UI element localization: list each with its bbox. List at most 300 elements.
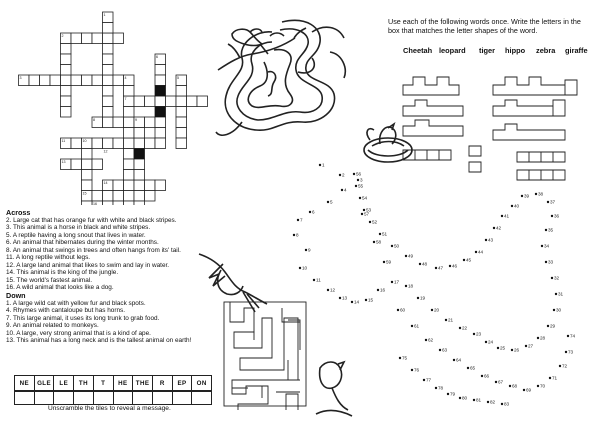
dot-number: 9 <box>308 247 311 253</box>
crossword-cell[interactable] <box>166 96 177 107</box>
dot-number: 44 <box>478 249 484 255</box>
dot-number: 28 <box>540 335 546 341</box>
dot-number: 32 <box>554 275 560 281</box>
crossword-cell[interactable] <box>103 23 114 34</box>
crossword-cell[interactable] <box>145 96 156 107</box>
crossword-cell[interactable] <box>113 75 124 86</box>
dot-number: 35 <box>548 227 554 233</box>
dot-number: 72 <box>562 363 568 369</box>
dot[interactable] <box>473 399 475 401</box>
answer-tiles-row[interactable] <box>14 391 212 405</box>
dot-number: 75 <box>402 355 408 361</box>
crossword-cell[interactable] <box>134 170 145 181</box>
crossword-cell[interactable] <box>197 96 208 107</box>
dot[interactable] <box>361 213 363 215</box>
crossword-cell[interactable] <box>145 191 156 202</box>
dot[interactable] <box>487 401 489 403</box>
crossword-cell[interactable] <box>92 33 103 44</box>
scrambled-tile[interactable]: ON <box>196 379 207 387</box>
dot-number: 57 <box>364 211 370 217</box>
dot-number: 6 <box>312 209 315 215</box>
winding-maze-puzzle[interactable] <box>212 12 362 150</box>
dot-number: 50 <box>394 243 400 249</box>
across-clue: 15. The world's fastest animal. <box>6 276 92 284</box>
crossword-cell[interactable] <box>155 75 166 86</box>
dot[interactable] <box>501 403 503 405</box>
dot[interactable] <box>447 393 449 395</box>
dot-number: 16 <box>380 287 386 293</box>
dot[interactable] <box>553 309 555 311</box>
down-clue: 13. This animal has a long neck and is the tallest animal on earth! <box>6 337 192 345</box>
dot[interactable] <box>439 349 441 351</box>
crossword-cell[interactable] <box>61 54 72 65</box>
word-shape-instructions: Use each of the following words once. Write the letters in the box that matches the letter shapes of the word. <box>388 17 581 35</box>
crossword-cell[interactable] <box>82 159 93 170</box>
tiles-caption: Unscramble the tiles to reveal a message. <box>48 405 171 412</box>
dot-number: 22 <box>462 325 468 331</box>
dot[interactable] <box>319 164 321 166</box>
dot-number: 55 <box>358 183 364 189</box>
dot-number: 69 <box>526 387 532 393</box>
crossword-cell[interactable] <box>124 138 135 149</box>
dot[interactable] <box>327 289 329 291</box>
crossword-cell[interactable] <box>155 180 166 191</box>
crossword-cell[interactable] <box>82 75 93 86</box>
dot[interactable] <box>431 309 433 311</box>
crossword-cell[interactable] <box>103 33 114 44</box>
dot-number: 17 <box>394 279 400 285</box>
across-clue: 16. A wild animal that looks like a dog. <box>6 284 114 292</box>
dot[interactable] <box>405 255 407 257</box>
crossword-cell[interactable] <box>134 191 145 202</box>
scrambled-tile[interactable]: HE <box>114 376 134 390</box>
crossword-black-cell <box>155 107 166 118</box>
dot-number: 64 <box>456 357 462 363</box>
dot-number: 2 <box>342 172 345 178</box>
dot-number: 3 <box>360 177 363 183</box>
dot[interactable] <box>379 233 381 235</box>
dot[interactable] <box>545 229 547 231</box>
dot[interactable] <box>341 189 343 191</box>
crossword-clue-number: 16 <box>93 202 97 205</box>
dot[interactable] <box>293 234 295 236</box>
crossword-cell[interactable] <box>113 138 124 149</box>
scrambled-tile[interactable]: T <box>94 376 114 390</box>
crossword-cell[interactable] <box>134 159 145 170</box>
dot[interactable] <box>305 249 307 251</box>
crossword-clue-number: 7 <box>124 97 127 101</box>
dot[interactable] <box>391 245 393 247</box>
dot[interactable] <box>467 367 469 369</box>
down-clue: 4. Rhymes with cantaloupe but has horns. <box>6 307 126 315</box>
dot[interactable] <box>411 369 413 371</box>
crossword-cell[interactable] <box>124 128 135 139</box>
crossword-cell[interactable] <box>176 107 187 118</box>
dot-number: 82 <box>490 399 496 405</box>
crossword-cell[interactable] <box>103 201 114 205</box>
word-hippo: hippo <box>505 46 526 55</box>
dot[interactable] <box>359 197 361 199</box>
dot[interactable] <box>565 351 567 353</box>
crossword-cell[interactable] <box>29 75 40 86</box>
dot-number: 15 <box>368 297 374 303</box>
dot-number: 7 <box>300 217 303 223</box>
dot-number: 25 <box>500 345 506 351</box>
crossword-grid <box>0 0 215 205</box>
crossword-cell[interactable] <box>103 65 114 76</box>
dot-number: 34 <box>544 243 550 249</box>
dot[interactable] <box>511 349 513 351</box>
crossword-clue-number: 9 <box>135 118 137 122</box>
crossword-cell[interactable] <box>176 128 187 139</box>
crossword-cell[interactable] <box>71 159 82 170</box>
across-clue-list <box>6 217 216 292</box>
crossword-cell[interactable] <box>176 117 187 128</box>
crossword-cell[interactable] <box>113 191 124 202</box>
dot[interactable] <box>521 195 523 197</box>
crossword-cell[interactable] <box>82 33 93 44</box>
dot-number: 10 <box>302 265 308 271</box>
connect-the-dots-puzzle[interactable] <box>280 150 600 420</box>
crossword-cell[interactable] <box>124 86 135 97</box>
dot[interactable] <box>327 201 329 203</box>
across-clue: 11. A long reptile without legs. <box>6 254 91 262</box>
crossword-cell[interactable] <box>103 54 114 65</box>
dot-number: 74 <box>570 333 576 339</box>
crossword-clue-number: 4 <box>124 76 127 80</box>
dot-number: 56 <box>356 171 362 177</box>
dot-number: 67 <box>498 379 504 385</box>
dot-number: 73 <box>568 349 574 355</box>
dot[interactable] <box>373 241 375 243</box>
dot-number: 53 <box>366 207 372 213</box>
scrambled-tile[interactable]: THE <box>133 376 153 390</box>
crossword-cell[interactable] <box>134 96 145 107</box>
dot[interactable] <box>459 327 461 329</box>
crossword-cell[interactable] <box>134 201 145 205</box>
dot-number: 23 <box>476 331 482 337</box>
across-clue: 2. Large cat that has orange fur with white and black stripes. <box>6 216 177 224</box>
dot-number: 59 <box>386 259 392 265</box>
down-clue: 10. A large, very strong animal that is a kind of ape. <box>6 329 151 337</box>
crossword-clue-number: 2 <box>61 34 64 38</box>
crossword-cell[interactable] <box>113 201 124 205</box>
dot-number: 76 <box>414 367 420 373</box>
crossword-cell[interactable] <box>145 138 156 149</box>
crossword-cell[interactable] <box>71 75 82 86</box>
dot[interactable] <box>555 293 557 295</box>
dot[interactable] <box>339 297 341 299</box>
dot[interactable] <box>549 377 551 379</box>
dot-number: 21 <box>448 317 454 323</box>
dot[interactable] <box>391 281 393 283</box>
dot-number: 27 <box>528 343 534 349</box>
dot-number: 79 <box>450 391 456 397</box>
dot[interactable] <box>357 179 359 181</box>
crossword-clue-number: 8 <box>93 118 95 122</box>
dot-number: 77 <box>426 377 432 383</box>
dot[interactable] <box>377 289 379 291</box>
crossword-cell[interactable] <box>61 86 72 97</box>
dot-number: 13 <box>342 295 348 301</box>
across-clue: 12. A large land animal that likes to swim and lay in water. <box>6 261 170 269</box>
dot-number: 11 <box>316 277 321 283</box>
dot[interactable] <box>397 309 399 311</box>
crossword-clue-number: 15 <box>82 191 87 196</box>
crossword-cell[interactable] <box>82 149 93 160</box>
dot[interactable] <box>405 285 407 287</box>
across-clue: 6. An animal that hibernates during the winter months. <box>6 239 159 247</box>
dot[interactable] <box>299 267 301 269</box>
crossword-cell[interactable] <box>92 191 103 202</box>
crossword-cell[interactable] <box>103 191 114 202</box>
crossword-cell[interactable] <box>92 138 103 149</box>
crossword-clue-number: 6 <box>156 55 158 59</box>
down-clue-list <box>6 300 216 345</box>
dot-number: 46 <box>452 263 458 269</box>
word-giraffe: giraffe <box>565 46 588 55</box>
crossword-cell[interactable] <box>145 117 156 128</box>
crossword-cell[interactable] <box>103 107 114 118</box>
crossword-cell[interactable] <box>124 159 135 170</box>
crossword-cell[interactable] <box>134 138 145 149</box>
dot-number: 66 <box>484 373 490 379</box>
crossword-cell[interactable] <box>103 96 114 107</box>
crossword-cell[interactable] <box>124 201 135 205</box>
dot-number: 63 <box>442 347 448 353</box>
dot-number: 39 <box>524 193 530 199</box>
across-clue: 3. This animal is a horse in black and white stripes. <box>6 224 151 232</box>
dot-number: 80 <box>462 395 468 401</box>
dot[interactable] <box>365 299 367 301</box>
down-heading: Down <box>6 291 26 301</box>
crossword-cell[interactable] <box>124 191 135 202</box>
dot[interactable] <box>541 245 543 247</box>
dot-number: 45 <box>466 257 472 263</box>
dot-number: 37 <box>550 199 556 205</box>
scrambled-tile[interactable]: EP <box>173 376 193 390</box>
dot-number: 78 <box>438 385 444 391</box>
crossword-cell[interactable] <box>61 96 72 107</box>
crossword-cell[interactable] <box>82 170 93 181</box>
dot[interactable] <box>459 397 461 399</box>
crossword-cell[interactable] <box>82 180 93 191</box>
dot[interactable] <box>551 215 553 217</box>
dot[interactable] <box>523 389 525 391</box>
dot-number: 12 <box>330 287 336 293</box>
crossword-cell[interactable] <box>124 117 135 128</box>
scrambled-tile[interactable]: R <box>153 376 173 390</box>
dot[interactable] <box>545 261 547 263</box>
dot[interactable] <box>453 359 455 361</box>
crossword-cell[interactable] <box>124 149 135 160</box>
crossword-clue-number: 5 <box>177 76 179 80</box>
crossword-cell[interactable] <box>103 75 114 86</box>
crossword-cell[interactable] <box>71 138 82 149</box>
dot-number: 52 <box>372 219 378 225</box>
dot-number: 51 <box>382 231 388 237</box>
dot-number: 38 <box>538 191 544 197</box>
crossword-cell[interactable] <box>61 107 72 118</box>
crossword-cell[interactable] <box>176 138 187 149</box>
crossword-clue-number: 12 <box>103 149 108 154</box>
dot[interactable] <box>297 219 299 221</box>
dot-number: 83 <box>504 401 510 407</box>
crossword-cell[interactable] <box>103 138 114 149</box>
dot[interactable] <box>313 279 315 281</box>
dot[interactable] <box>537 385 539 387</box>
dot[interactable] <box>551 277 553 279</box>
dot[interactable] <box>339 174 341 176</box>
dot[interactable] <box>473 333 475 335</box>
dot-number: 54 <box>362 195 368 201</box>
crossword-cell[interactable] <box>155 65 166 76</box>
crossword-cell[interactable] <box>61 44 72 55</box>
down-clue: 9. An animal related to monkeys. <box>6 322 99 330</box>
dot-number: 19 <box>420 295 426 301</box>
scrambled-tile[interactable]: GLE <box>35 376 55 390</box>
dot-number: 42 <box>496 225 502 231</box>
dot-number: 48 <box>422 261 428 267</box>
dot[interactable] <box>411 325 413 327</box>
crossword-cell[interactable] <box>155 138 166 149</box>
crossword-cell[interactable] <box>50 75 61 86</box>
crossword-cell[interactable] <box>155 128 166 139</box>
crossword-cell[interactable] <box>61 65 72 76</box>
crossword-black-cell <box>155 86 166 97</box>
crossword-cell[interactable] <box>82 201 93 205</box>
dot[interactable] <box>485 341 487 343</box>
crossword-cell[interactable] <box>134 128 145 139</box>
crossword-cell[interactable] <box>113 33 124 44</box>
dot[interactable] <box>525 345 527 347</box>
crossword-cell[interactable] <box>103 117 114 128</box>
crossword-cell[interactable] <box>92 75 103 86</box>
crossword-cell[interactable] <box>124 170 135 181</box>
dot-number: 31 <box>558 291 564 297</box>
crossword-cell[interactable] <box>40 75 51 86</box>
crossword-cell[interactable] <box>187 96 198 107</box>
dot[interactable] <box>383 261 385 263</box>
scrambled-tile[interactable]: NE <box>15 376 35 390</box>
dot-number: 29 <box>550 323 556 329</box>
dot[interactable] <box>481 375 483 377</box>
dot-number: 70 <box>540 383 546 389</box>
dot-number: 61 <box>414 323 420 329</box>
dot-number: 24 <box>488 339 494 345</box>
scrambled-tile[interactable]: TH <box>74 376 94 390</box>
crossword-clue-number: 14 <box>103 181 108 185</box>
dot[interactable] <box>425 339 427 341</box>
dot-number: 33 <box>548 259 554 265</box>
word-tiger: tiger <box>479 46 496 55</box>
dot-number: 5 <box>330 199 333 205</box>
dot-number: 36 <box>554 213 560 219</box>
crossword-clue-number: 10 <box>82 139 87 143</box>
down-clue: 7. This large animal, it uses its long trunk to grab food. <box>6 314 160 322</box>
crossword-black-cell <box>134 149 145 160</box>
crossword-cell[interactable] <box>61 75 72 86</box>
across-clue: 14. This animal is the king of the jungle. <box>6 269 119 277</box>
dot[interactable] <box>535 193 537 195</box>
crossword-cell[interactable] <box>145 180 156 191</box>
dot-number: 71 <box>552 375 558 381</box>
dot[interactable] <box>353 173 355 175</box>
crossword-cell[interactable] <box>103 86 114 97</box>
dot[interactable] <box>501 215 503 217</box>
across-heading: Across <box>6 208 31 217</box>
dot[interactable] <box>399 357 401 359</box>
dot[interactable] <box>537 337 539 339</box>
dot[interactable] <box>351 301 353 303</box>
crossword-cell[interactable] <box>113 117 124 128</box>
dot-number: 65 <box>470 365 476 371</box>
crossword-clue-number: 3 <box>19 76 22 80</box>
dot[interactable] <box>497 347 499 349</box>
dot-number: 30 <box>556 307 562 313</box>
word-leopard: leopard <box>439 46 466 55</box>
crossword-cell[interactable] <box>155 96 166 107</box>
dot[interactable] <box>419 263 421 265</box>
dot-number: 14 <box>354 299 360 305</box>
crossword-cell[interactable] <box>92 159 103 170</box>
clues-panel <box>6 209 216 345</box>
across-clue: 5. A reptile having a long snout that lives in water. <box>6 231 146 239</box>
crossword-cell[interactable] <box>113 180 124 191</box>
dot[interactable] <box>567 335 569 337</box>
dot-number: 60 <box>400 307 406 313</box>
crossword-cell[interactable] <box>124 107 135 118</box>
dot[interactable] <box>309 211 311 213</box>
dot[interactable] <box>369 221 371 223</box>
dot-number: 43 <box>488 237 494 243</box>
dot[interactable] <box>355 185 357 187</box>
crossword-cell[interactable] <box>155 117 166 128</box>
dot[interactable] <box>435 387 437 389</box>
dot[interactable] <box>547 325 549 327</box>
crossword-clue-number: 1 <box>103 13 106 17</box>
dot-number: 1 <box>322 162 325 168</box>
dot[interactable] <box>463 259 465 261</box>
dot[interactable] <box>509 385 511 387</box>
dot-number: 81 <box>476 397 482 403</box>
dot[interactable] <box>449 265 451 267</box>
scrambled-tile[interactable]: LE <box>54 376 74 390</box>
dot[interactable] <box>559 365 561 367</box>
dot[interactable] <box>495 381 497 383</box>
crossword-cell[interactable] <box>176 96 187 107</box>
crossword-cell[interactable] <box>71 33 82 44</box>
dot-number: 20 <box>434 307 440 313</box>
crossword-cell[interactable] <box>134 180 145 191</box>
dot[interactable] <box>435 267 437 269</box>
dot-number: 58 <box>376 239 382 245</box>
dot-number: 62 <box>428 337 434 343</box>
dot[interactable] <box>417 297 419 299</box>
dot[interactable] <box>511 205 513 207</box>
word-zebra: zebra <box>536 46 556 55</box>
dot[interactable] <box>475 251 477 253</box>
down-clue: 1. A large wild cat with yellow fur and black spots. <box>6 299 146 307</box>
crossword-cell[interactable] <box>176 86 187 97</box>
dot[interactable] <box>445 319 447 321</box>
crossword-cell[interactable] <box>124 180 135 191</box>
dot[interactable] <box>547 201 549 203</box>
dot[interactable] <box>423 379 425 381</box>
dot[interactable] <box>493 227 495 229</box>
crossword-cell[interactable] <box>103 44 114 55</box>
dot[interactable] <box>485 239 487 241</box>
